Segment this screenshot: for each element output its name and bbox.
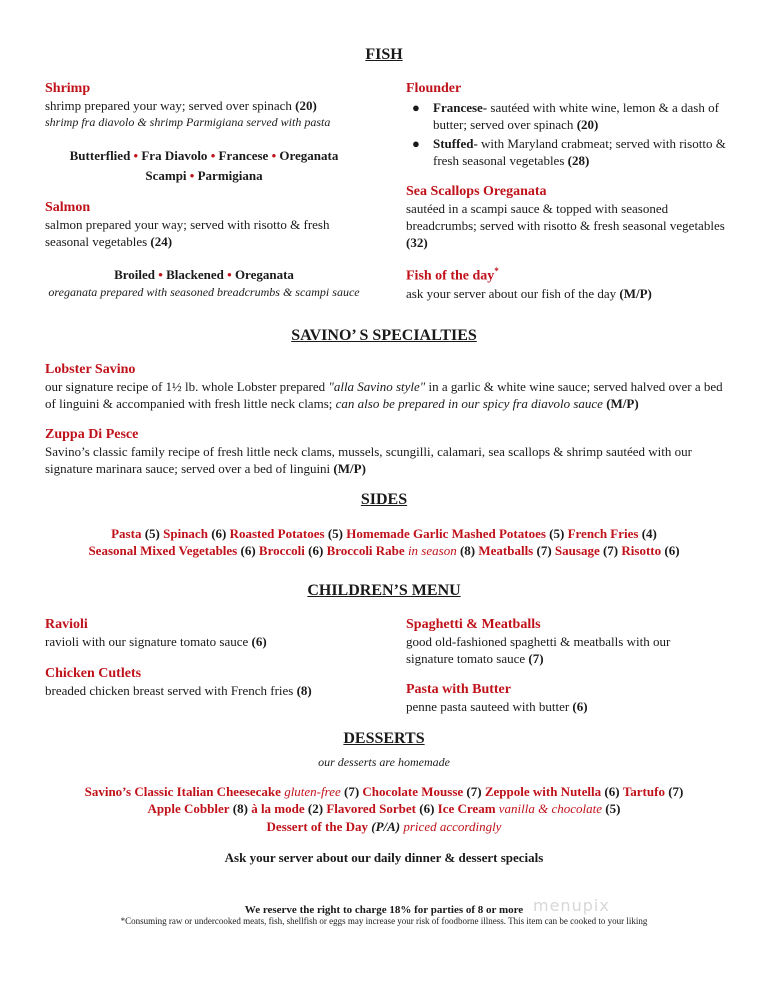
shrimp-note: shrimp fra diavolo & shrimp Parmigiana served with pasta: [45, 115, 331, 129]
butter-price: (6): [572, 699, 588, 714]
shrimp-price: (20): [295, 98, 317, 113]
dessert-a-la-mode: à la mode: [251, 801, 305, 816]
zuppa-price: (M/P): [333, 461, 366, 476]
desserts-sub: our desserts are homemade: [318, 755, 450, 769]
side-pasta: Pasta: [111, 526, 142, 541]
specials-note: Ask your server about our daily dinner & dessert specials: [224, 850, 544, 865]
lobster-style: "alla Savino style": [328, 379, 426, 394]
salmon-styles: Broiled • Blackened • Oreganata oreganata prepared with seasoned breadcrumbs & scampi sauce: [45, 266, 363, 301]
salmon-price: (24): [150, 234, 173, 249]
butter-title: Pasta with Butter: [406, 682, 511, 697]
desserts-row-2: Apple Cobbler (8) à la mode (2) Flavored Sorbet (6) Ice Cream vanilla & chocolate (5): [147, 801, 621, 816]
scallops-price: (32): [406, 235, 428, 250]
side-meatballs: Meatballs: [478, 543, 534, 558]
style-broiled: Broiled: [114, 267, 156, 282]
cutlets-desc: breaded chicken breast served with French fries: [45, 683, 294, 698]
fotd-price: (M/P): [619, 285, 652, 301]
side-spinach: Spinach: [163, 526, 208, 541]
fotd-desc: ask your server about our fish of the day: [406, 285, 617, 301]
sides-heading: SIDES: [360, 491, 408, 508]
side-sausage: Sausage: [554, 543, 600, 558]
flounder-title: Flounder: [406, 81, 462, 96]
shrimp-styles: Butterflied • Fra Diavolo • Francese • Oreganata Scampi • Parmigiana: [69, 148, 339, 183]
side-roasted-potatoes: Roasted Potatoes: [229, 526, 325, 541]
lobster-section: [45, 361, 725, 412]
butter-section: [406, 681, 706, 715]
desserts-row-1: Savino’s Classic Italian Cheesecake gluten-free (7) Chocolate Mousse (7) Zeppole with Nutella (6) Tartufo (7): [84, 784, 684, 799]
style-butterflied: Butterflied: [69, 148, 131, 163]
zuppa-section: [45, 426, 725, 477]
side-risotto: Risotto: [621, 543, 662, 558]
flounder-francese: ● Francese- sautéed with white wine, lemon & a dash of butter; served over spinach (20): [412, 100, 719, 132]
fotd-section: [406, 263, 726, 302]
lobster-price: (M/P): [606, 396, 639, 411]
side-broccoli-rabe: Broccoli Rabe: [326, 543, 405, 558]
side-mixed-vegetables: Seasonal Mixed Vegetables: [88, 543, 238, 558]
lobster-desc: our signature recipe of 1½ lb. whole Lobster prepared: [45, 379, 326, 394]
cutlets-section: [45, 665, 365, 699]
style-oreganata: Oreganata: [279, 148, 339, 163]
lobster-title: Lobster Savino: [45, 362, 136, 377]
desserts-heading: DESSERTS: [343, 730, 425, 747]
fotd-title: Fish of the day: [406, 268, 495, 284]
spaghetti-section: [406, 616, 706, 667]
dessert-zeppole: Zeppole with Nutella: [484, 784, 602, 799]
style-scampi: Scampi: [145, 168, 187, 183]
flounder-stuffed: ● Stuffed- with Maryland crabmeat; served with risotto & fresh seasonal vegetables (28): [412, 136, 726, 168]
desserts-row-3: Dessert of the Day (P/A) priced accordingly: [266, 819, 502, 834]
scallops-title: Sea Scallops Oreganata: [406, 184, 547, 199]
dessert-sorbet: Flavored Sorbet: [326, 801, 416, 816]
children-heading: CHILDREN’S MENU: [307, 582, 461, 599]
salmon-section: [45, 199, 365, 250]
dessert-tartufo: Tartufo: [622, 784, 665, 799]
fotd-mark: *: [494, 266, 499, 276]
side-mashed-potatoes: Homemade Garlic Mashed Potatoes: [346, 526, 546, 541]
style-oreganata: Oreganata: [234, 267, 294, 282]
butter-desc: penne pasta sauteed with butter: [406, 699, 570, 714]
zuppa-title: Zuppa Di Pesce: [45, 427, 139, 442]
spaghetti-title: Spaghetti & Meatballs: [406, 617, 541, 632]
side-french-fries: French Fries: [567, 526, 639, 541]
spaghetti-price: (7): [528, 651, 544, 666]
style-parmigiana: Parmigiana: [197, 168, 263, 183]
scallops-desc: sautéed in a scampi sauce & topped with seasoned breadcrumbs; served with risotto & fresh seasonal vegetables: [406, 201, 725, 233]
salmon-note: oreganata prepared with seasoned breadcrumbs & scampi sauce: [48, 285, 360, 299]
sides-row-1: Pasta (5) Spinach (6) Roasted Potatoes (5) Homemade Garlic Mashed Potatoes (5) French Fries (4): [111, 526, 657, 541]
shrimp-title: Shrimp: [45, 81, 91, 96]
style-fra-diavolo: Fra Diavolo: [141, 148, 208, 163]
cutlets-price: (8): [296, 683, 312, 698]
dessert-mousse: Chocolate Mousse: [362, 784, 464, 799]
ravioli-section: [45, 616, 365, 650]
dessert-ice-cream: Ice Cream: [437, 801, 496, 816]
sides-row-2: Seasonal Mixed Vegetables (6) Broccoli (6) Broccoli Rabe in season (8) Meatballs (7) Sausage (7) Risotto (6): [88, 543, 680, 558]
shrimp-desc: shrimp prepared your way; served over spinach: [45, 98, 292, 113]
cutlets-title: Chicken Cutlets: [45, 666, 142, 681]
ravioli-desc: ravioli with our signature tomato sauce: [45, 634, 249, 649]
salmon-desc: salmon prepared your way; served with risotto & fresh seasonal vegetables: [45, 217, 330, 249]
flounder-section: [406, 80, 726, 169]
shrimp-section: [45, 80, 365, 131]
side-broccoli: Broccoli: [258, 543, 305, 558]
zuppa-desc: Savino’s classic family recipe of fresh little neck clams, mussels, scungilli, calamari, sea scallops & shrimp sautéed with our signature marinara sauce; served over a bed of linguini: [45, 444, 692, 476]
foodborne-warning: *Consuming raw or undercooked meats, fish, shellfish or eggs may increase your risk of foodborne illness. This item can be cooked to your liking: [120, 916, 648, 926]
spaghetti-desc: good old-fashioned spaghetti & meatballs with our signature tomato sauce: [406, 634, 671, 666]
watermark: menupix: [533, 896, 610, 915]
scallops-section: [406, 183, 726, 251]
fish-heading: FISH: [365, 46, 403, 63]
salmon-title: Salmon: [45, 200, 91, 215]
dessert-cheesecake: Savino’s Classic Italian Cheesecake: [84, 784, 281, 799]
style-blackened: Blackened: [166, 267, 224, 282]
dessert-cobbler: Apple Cobbler: [147, 801, 230, 816]
dessert-of-the-day: Dessert of the Day: [266, 819, 368, 834]
charge-note: We reserve the right to charge 18% for parties of 8 or more: [244, 904, 524, 916]
lobster-note: can also be prepared in our spicy fra diavolo sauce: [335, 396, 603, 411]
specialties-heading: SAVINO’ S SPECIALTIES: [291, 327, 477, 344]
ravioli-price: (6): [251, 634, 267, 649]
ravioli-title: Ravioli: [45, 617, 88, 632]
lobster-desc-2: in a garlic & white wine sauce; served halved over a bed of linguini & accompanied with fresh little neck clams;: [45, 379, 723, 411]
style-francese: Francese: [218, 148, 269, 163]
